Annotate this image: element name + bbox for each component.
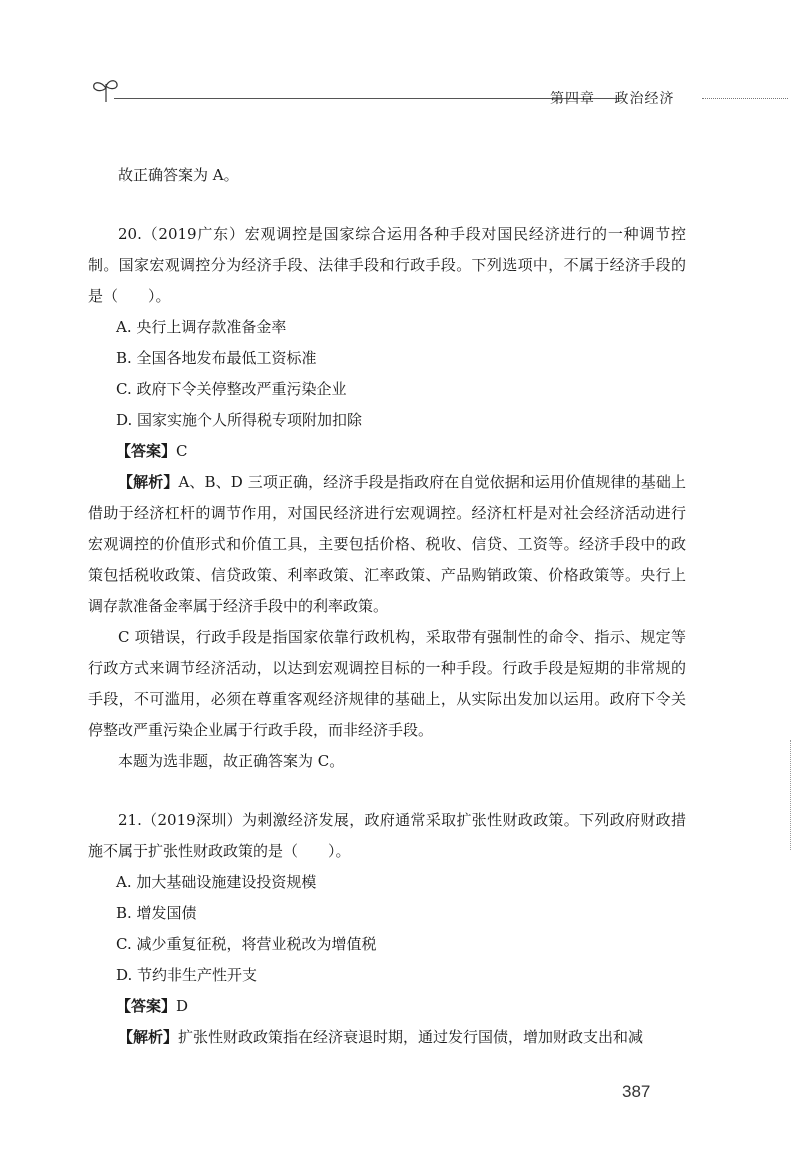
question-21-option-c: C. 减少重复征税，将营业税改为增值税 — [116, 935, 377, 953]
question-20-option-b: B. 全国各地发布最低工资标准 — [116, 349, 317, 367]
answer-value: C — [176, 442, 188, 460]
answer-label: 【答案】 — [116, 997, 177, 1015]
question-21-analysis — [88, 1022, 686, 1053]
margin-scan-mark — [790, 740, 791, 850]
question-20-option-d: D. 国家实施个人所得税专项附加扣除 — [116, 411, 363, 429]
page-body — [88, 160, 686, 1053]
question-21-answer — [88, 991, 686, 1022]
analysis-label: 【解析】 — [118, 1028, 179, 1046]
running-header — [88, 76, 788, 112]
question-21-option-b: B. 增发国债 — [116, 904, 197, 922]
chapter-title: 政治经济 — [614, 91, 675, 107]
question-20-stem: 20.（2019广东）宏观调控是国家综合运用各种手段对国民经济进行的一种调节控制。国家宏观调控分为经济手段、法律手段和行政手段。下列选项中，不属于经济手段的是（ ）。 — [88, 225, 686, 305]
intro-answer: 故正确答案为 A。 — [118, 166, 239, 184]
chapter-number: 第四章 — [550, 91, 595, 107]
question-21-option-a: A. 加大基础设施建设投资规模 — [116, 873, 317, 891]
question-20-analysis — [88, 467, 686, 622]
chapter-heading — [550, 88, 674, 108]
page-number: 387 — [622, 1082, 651, 1101]
question-20-answer — [88, 436, 686, 467]
answer-value: D — [176, 997, 189, 1015]
question-20-option-c: C. 政府下令关停整改严重污染企业 — [116, 380, 347, 398]
analysis-text: 扩张性财政政策指在经济衰退时期，通过发行国债，增加财政支出和减 — [178, 1028, 644, 1046]
question-21-stem: 21.（2019深圳）为刺激经济发展，政府通常采取扩张性财政政策。下列政府财政措施不属于扩张性财政政策的是（ ）。 — [88, 811, 686, 860]
header-rule-right — [702, 98, 788, 99]
answer-label: 【答案】 — [116, 442, 177, 460]
question-20-analysis-2: C 项错误，行政手段是指国家依靠行政机构，采取带有强制性的命令、指示、规定等行政方式来调节经济活动，以达到宏观调控目标的一种手段。行政手段是短期的非常规的手段，不可滥用，必须在尊重客观经济规律的基础上，从实际出发加以运用。政府下令关停整改严重污染企业属于行政手段，而非经济手段。 — [88, 628, 686, 739]
analysis-text: A、B、D 三项正确，经济手段是指政府在自觉依据和运用价值规律的基础上借助于经济杠杆的调节作用，对国民经济进行宏观调控。经济杠杆是对社会经济活动进行宏观调控的价值形式和价值工具，主要包括价格、税收、信贷、工资等。经济手段中的政策包括税收政策、信贷政策、利率政策、汇率政策、产品购销政策、价格政策等。央行上调存款准备金率属于经济手段中的利率政策。 — [88, 473, 686, 615]
header-rule — [114, 98, 624, 99]
question-20-option-a: A. 央行上调存款准备金率 — [116, 318, 287, 336]
analysis-label: 【解析】 — [118, 473, 179, 491]
question-20-conclusion: 本题为选非题，故正确答案为 C。 — [118, 752, 345, 770]
question-21-option-d: D. 节约非生产性开支 — [116, 966, 258, 984]
sprout-icon — [88, 76, 124, 106]
